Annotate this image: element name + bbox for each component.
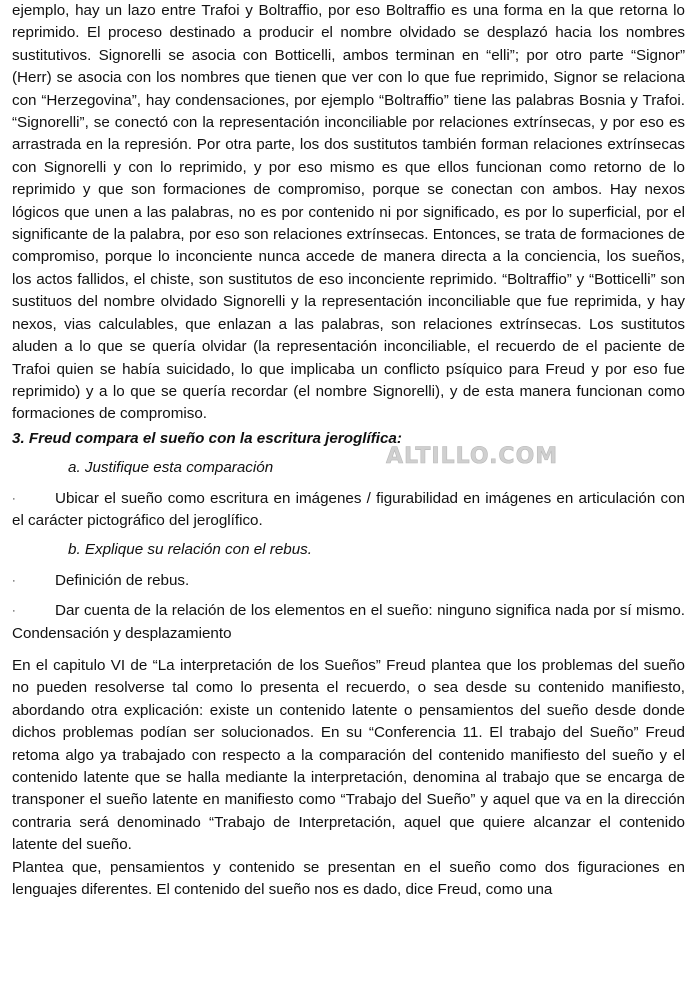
paragraph-figuraciones: Plantea que, pensamientos y contenido se presentan en el sueño como dos figuraciones en lenguajes diferentes. El contenido del sueño nos es dado, dice Freud, como una xyxy=(12,858,685,899)
bullet-mark: · xyxy=(12,605,16,618)
bullet-item-b2 xyxy=(12,600,685,645)
sub-question-a: a. Justifique esta comparación xyxy=(68,459,274,477)
question-3-heading: 3. Freud compara el sueño con la escritura jeroglífica: xyxy=(12,429,402,447)
bullet-text: Dar cuenta de la relación de los elementos en el sueño: ninguno significa nada por sí mismo. Condensación y desplazamiento xyxy=(12,602,685,642)
bullet-mark: · xyxy=(12,574,16,587)
paragraph-chapter-vi: En el capitulo VI de “La interpretación de los Sueños” Freud plantea que los problemas del sueño no pueden resolverse tal como lo presenta el recuerdo, o sea desde su contenido manifiesto, abordando otra explicación: existe un contenido latente o pensamientos del sueño desde donde dichos problemas podían ser solucionados. En su “Conferencia 11. El trabajo del Sueño” Freud retoma algo ya trabajado con respecto a la comparación del contenido manifiesto del sueño y el contenido latente que se halla mediante la interpretación, denomina al trabajo que se encarga de transponer el sueño latente en manifiesto como “Trabajo del Sueño” y aquel que va en la dirección contraria será denominado “Trabajo de Interpretación, aquel que quiere alcanzar el contenido latente del sueño. xyxy=(12,656,685,854)
document-page xyxy=(12,0,685,901)
watermark-logo: ALTILLO.COM xyxy=(386,444,559,469)
bullet-text: Definición de rebus. xyxy=(55,571,190,589)
bullet-mark: · xyxy=(12,492,16,505)
bullet-item-a1 xyxy=(12,488,685,533)
bullet-text: Ubicar el sueño como escritura en imágenes / figurabilidad en imágenes en articulación con el carácter pictográfico del jeroglífico. xyxy=(12,489,685,529)
bullet-item-b1 xyxy=(12,570,685,592)
sub-question-b: b. Explique su relación con el rebus. xyxy=(68,541,312,559)
paragraph-signorelli: ejemplo, hay un lazo entre Trafoi y Boltraffio, por eso Boltraffio es una forma en la que retorna lo reprimido. El proceso destinado a producir el nombre olvidado se desplazó hacia los nombres sustitutivos. Signorelli se asocia con Botticelli, ambos terminan en “elli”; por otro parte “Signor” (Herr) se asocia con los nombres que tienen que ver con lo que fue reprimido, Signor se relaciona con “Herzegovina”, hay condensaciones, por ejemplo “Boltraffio” tiene las palabras Bosnia y Trafoi. “Signorelli”, se conectó con la representación inconciliable por relaciones extrínsecas, y por eso es arrastrada en la represión. Por otra parte, los dos sustitutos también forman relaciones extrínsecas con Signorelli y con lo reprimido, y por eso mismo es que ellos funcionan como retorno de lo reprimido y que son formaciones de compromiso, porque se conectan con ambos. Hay nexos lógicos que unen a las palabras, no es por contenido ni por significado, es por lo superficial, por el significante de la palabra, por eso son relaciones extrínsecas. Entonces, se trata de formaciones de compromiso, porque lo inconciente nunca accede de manera directa a la conciencia, los sueños, los actos fallidos, el chiste, son sustitutos de eso inconciente reprimido. “Boltraffio” y “Botticelli” son sustituos del nombre olvidado Signorelli y la representación inconciliable que fue reprimida, y hay nexos, vias calculables, que enlazan a las palabras, son relaciones extrínsecas. Los sustitutos aluden a lo que se quería olvidar (la representación inconciliable, el recuerdo de el paciente de Trafoi quien se había suicidado, lo que implicaba un conflicto psíquico para Freud y por eso fue reprimido) y a lo que se quería recordar (el nombre Signorelli), y de esta manera funcionan como formaciones de compromiso. xyxy=(12,2,685,423)
